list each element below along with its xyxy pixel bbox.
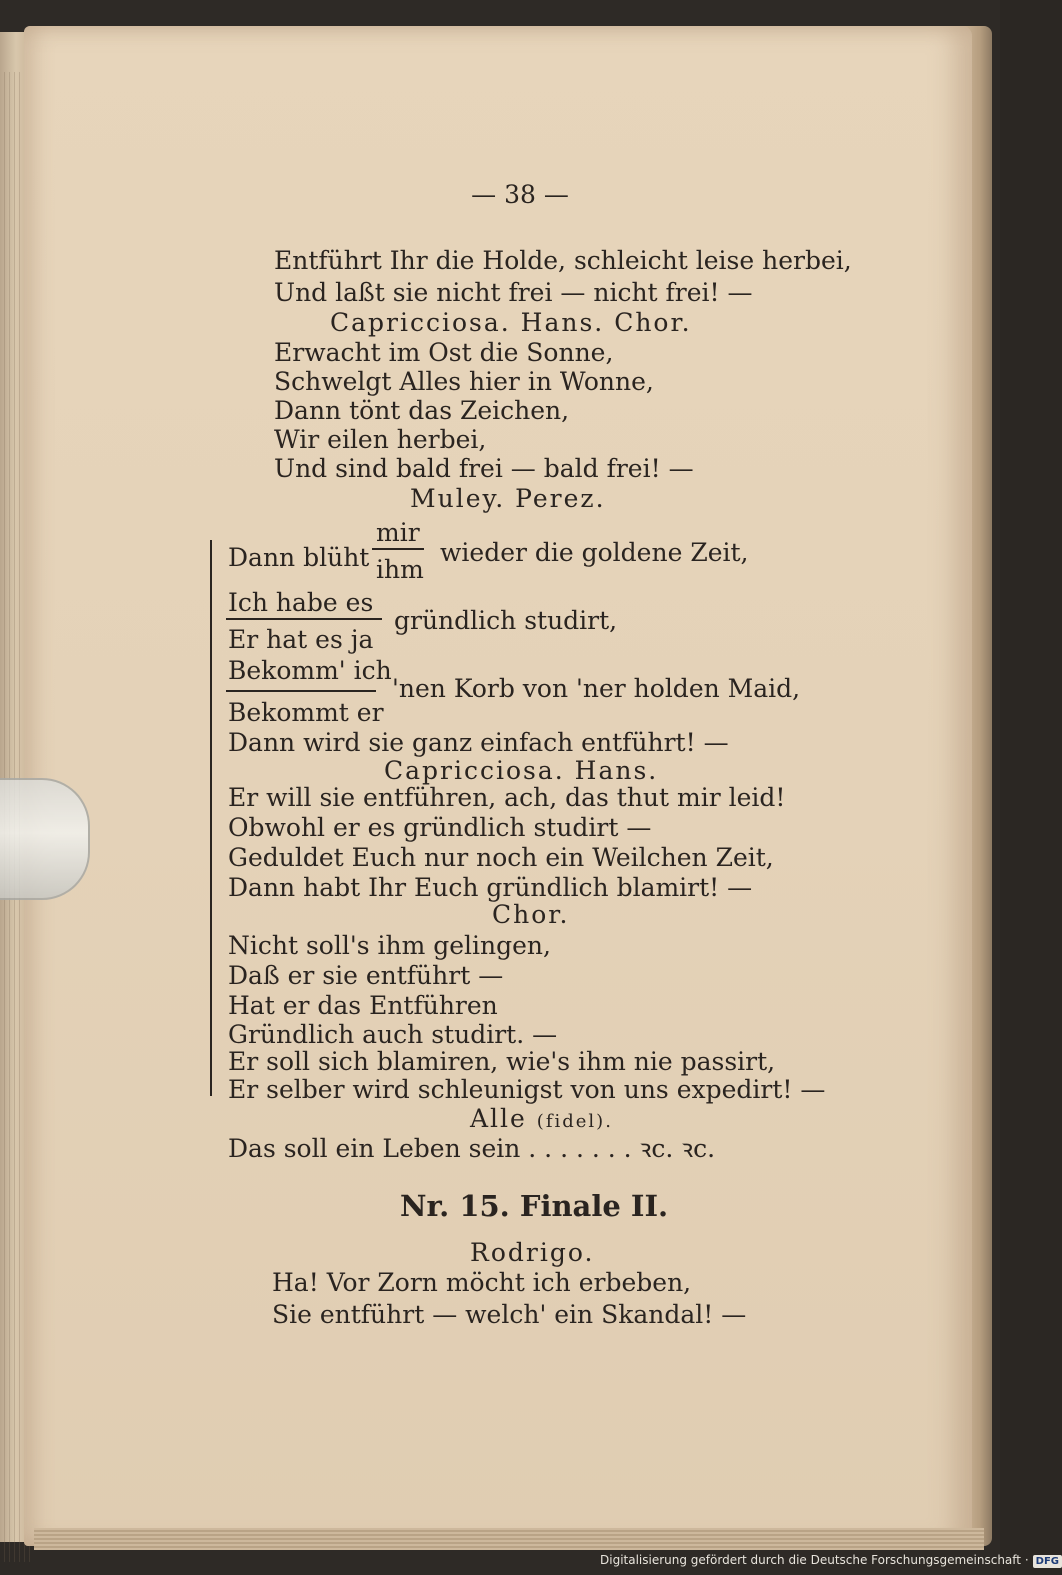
fraction-bar xyxy=(226,690,376,692)
verse-bracket xyxy=(210,540,222,1096)
verse-line: Gründlich auch studirt. — xyxy=(228,1020,558,1049)
verse-line: Dann habt Ihr Euch gründlich blamirt! — xyxy=(228,873,753,902)
verse-line: Er soll sich blamiren, wie's ihm nie passirt, xyxy=(228,1047,776,1076)
digitization-credit xyxy=(600,1553,1059,1573)
verse-line: Hat er das Entführen xyxy=(228,991,498,1020)
fraction-bar xyxy=(226,618,382,620)
speaker-heading: Capricciosa. Hans. Chor. xyxy=(330,308,692,337)
fraction-top: Bekomm' ich xyxy=(228,656,392,685)
verse-line: Ha! Vor Zorn möcht ich erbeben, xyxy=(272,1268,692,1297)
speaker-heading: Chor. xyxy=(492,900,570,929)
verse-line: Geduldet Euch nur noch ein Weilchen Zeit, xyxy=(228,843,774,872)
page-clip xyxy=(0,778,90,900)
section-heading: Nr. 15. Finale II. xyxy=(400,1189,669,1223)
verse-line: Dann tönt das Zeichen, xyxy=(274,396,570,425)
verse-line: Das soll ein Leben sein . . . . . . . ꝛc. ꝛc. xyxy=(228,1134,716,1163)
verse-line: Erwacht im Ost die Sonne, xyxy=(274,338,614,367)
book-page-edges-bottom xyxy=(34,1528,984,1550)
verse-line-suffix: gründlich studirt, xyxy=(394,606,618,635)
verse-line: Entführt Ihr die Holde, schleicht leise herbei, xyxy=(274,246,852,275)
speaker-heading: Muley. Perez. xyxy=(410,484,606,513)
verse-line-suffix: 'nen Korb von 'ner holden Maid, xyxy=(392,674,801,703)
fraction-bottom: Bekommt er xyxy=(228,698,384,727)
verse-line: Und sind bald frei — bald frei! — xyxy=(274,454,694,483)
verse-line: Er will sie entführen, ach, das thut mir leid! xyxy=(228,783,786,812)
verse-line: Wir eilen herbei, xyxy=(274,425,487,454)
credit-text: Digitalisierung gefördert durch die Deutsche Forschungsgemeinschaft · xyxy=(600,1553,1029,1567)
page-number: — 38 — xyxy=(471,180,569,209)
verse-line: Obwohl er es gründlich studirt — xyxy=(228,813,652,842)
fraction-bar xyxy=(372,548,424,550)
fraction-top: Ich habe es xyxy=(228,588,374,617)
verse-line: Sie entführt — welch' ein Skandal! — xyxy=(272,1300,747,1329)
fraction-bottom: Er hat es ja xyxy=(228,625,374,654)
verse-line: Schwelgt Alles hier in Wonne, xyxy=(274,367,654,396)
verse-line: Nicht soll's ihm gelingen, xyxy=(228,931,551,960)
dfg-logo: DFG xyxy=(1033,1555,1062,1568)
speaker-heading xyxy=(470,1106,613,1131)
verse-line: Daß er sie entführt — xyxy=(228,961,504,990)
verse-line: Und laßt sie nicht frei — nicht frei! — xyxy=(274,278,753,307)
stage-direction: (fidel). xyxy=(536,1111,613,1132)
verse-line-suffix: wieder die goldene Zeit, xyxy=(440,538,749,567)
verse-line: Dann wird sie ganz einfach entführt! — xyxy=(228,728,729,757)
verse-line: Er selber wird schleunigst von uns expedirt! — xyxy=(228,1075,826,1104)
speaker-heading: Capricciosa. Hans. xyxy=(384,756,659,785)
fraction-top: mir xyxy=(376,518,420,547)
speaker-name: Alle xyxy=(470,1104,527,1133)
fraction-bottom: ihm xyxy=(376,555,424,584)
verse-line-prefix: Dann blüht xyxy=(228,543,370,572)
speaker-heading: Rodrigo. xyxy=(470,1238,595,1267)
